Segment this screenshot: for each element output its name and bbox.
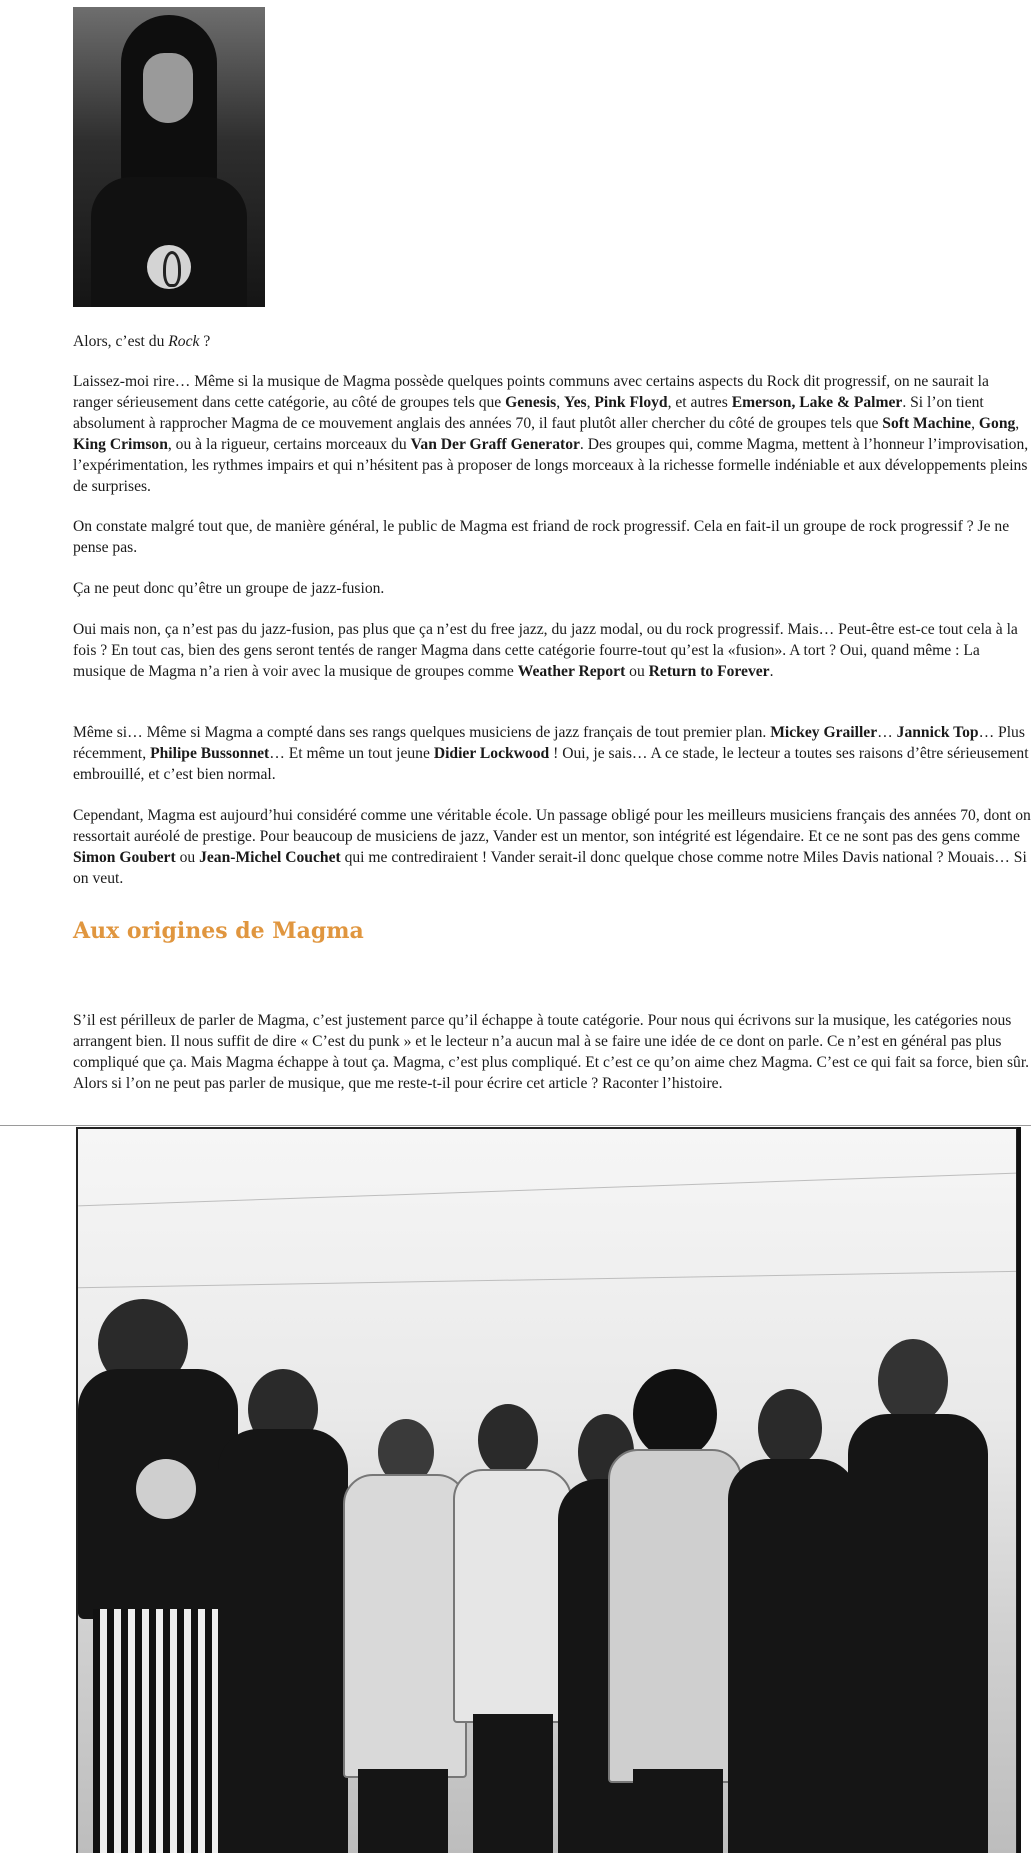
paragraph-ecole: Cependant, Magma est aujourd’hui considéré comme une véritable école. Un passage obligé pour les meilleurs musiciens français des années 70, dont on ressortait auréolé de prestige. Pour beaucoup de musiciens de jazz, Vander est un mentor, son intégrité est légendaire. Et ce ne sont pas des gens comme Simon Goubert ou Jean-Michel Couchet qui me contrediraient ! Vander serait-il donc quelque chose comme notre Miles Davis national ? Mouais… Si on veut. bbox=[73, 807, 1031, 887]
portrait-face bbox=[143, 53, 193, 123]
photo-person-head bbox=[758, 1389, 822, 1467]
photo-person bbox=[848, 1414, 988, 1853]
photo-striped-trousers bbox=[93, 1609, 223, 1853]
paragraph-public: On constate malgré tout que, de manière général, le public de Magma est friand de rock progressif. Cela en fait-il un groupe de rock progressif ? Je ne pense pas. bbox=[73, 518, 1010, 556]
photo-person-legs bbox=[358, 1769, 448, 1853]
photo-person-coat bbox=[343, 1474, 467, 1778]
section-heading: Aux origines de Magma bbox=[73, 918, 364, 944]
paragraph-intro-question: Alors, c’est du Rock ? bbox=[73, 333, 211, 350]
photo-person-legs bbox=[473, 1714, 553, 1853]
divider bbox=[0, 1125, 1031, 1126]
paragraph-jazz-fusion: Ça ne peut donc qu’être un groupe de jazz-fusion. bbox=[73, 580, 385, 597]
photo-person-coat bbox=[453, 1469, 572, 1723]
photo-person bbox=[218, 1429, 348, 1853]
photo-person-coat bbox=[608, 1449, 742, 1783]
photo-wall-line bbox=[78, 1271, 1018, 1288]
paragraph-categorie: S’il est périlleux de parler de Magma, c’est justement parce qu’il échappe à toute catégorie. Pour nous qui écrivons sur la musique, les catégories nous arrangent bien. Il nous suffit de dire « C’est du punk » et le lecteur n’a aucun mal à se faire une idée de ce dont on parle. Ce n’est en général pas plus compliqué que ça. Mais Magma échappe à tout ça. Magma, c’est plus compliqué. Et c’est ce qu’on aime chez Magma. C’est ce qui fait sa force, bien sûr. Alors si l’on ne peut pas parler de musique, que me reste-t-il pour écrire cet article ? Raconter l’histoire. bbox=[73, 1012, 1030, 1092]
paragraph-musiciens: Même si… Même si Magma a compté dans ses rangs quelques musiciens de jazz français de tout premier plan. Mickey Grailler… Jannick Top… Plus récemment, Philipe Bussonnet… Et même un tout jeune Didier Lockwood ! Oui, je sais… A ce stade, le lecteur a toutes ses raisons d’être sérieusement embrouillé, et c’est bien normal. bbox=[73, 724, 1029, 783]
photo-person-head bbox=[633, 1369, 717, 1459]
magma-logo-icon bbox=[136, 1459, 196, 1519]
photo-wall-line bbox=[78, 1173, 1017, 1207]
photo-person-head bbox=[878, 1339, 948, 1423]
photo-person bbox=[728, 1459, 858, 1853]
paragraph-rock-progressif: Laissez-moi rire… Même si la musique de Magma possède quelques points communs avec certains aspects du Rock dit progressif, on ne saurait la ranger sérieusement dans cette catégorie, au côté de groupes tels que Genesis, Yes, Pink Floyd, et autres Emerson, Lake & Palmer. Si l’on tient absolument à rapprocher Magma de ce mouvement anglais des années 70, il faut plutôt aller chercher du côté de groupes tels que Soft Machine, Gong, King Crimson, ou à la rigueur, certains morceaux du Van Der Graff Generator. Des groupes qui, comme Magma, mettent à l’honneur l’improvisation, l’expérimentation, les rythmes impairs et qui n’hésitent pas à proposer de longs morceaux à la richesse formelle indéniable et aux développements pleins de surprises. bbox=[73, 373, 1029, 495]
photo-person-head bbox=[478, 1404, 538, 1476]
scrollbar-edge bbox=[1017, 1127, 1021, 1853]
portrait-photo bbox=[73, 7, 265, 307]
magma-pendant-icon bbox=[147, 245, 191, 289]
paragraph-fusion: Oui mais non, ça n’est pas du jazz-fusion, pas plus que ça n’est du free jazz, du jazz modal, ou du rock progressif. Mais… Peut-être est-ce tout cela à la fois ? En tout cas, bien des gens seront tentés de ranger Magma dans cette catégorie fourre-tout qu’est la «fusion». A tort ? Oui, quand même : La musique de Magma n’a rien à voir avec la musique de groupes comme Weather Report ou Return to Forever. bbox=[73, 621, 1018, 680]
band-group-photo bbox=[76, 1127, 1018, 1853]
photo-person-legs bbox=[633, 1769, 723, 1853]
